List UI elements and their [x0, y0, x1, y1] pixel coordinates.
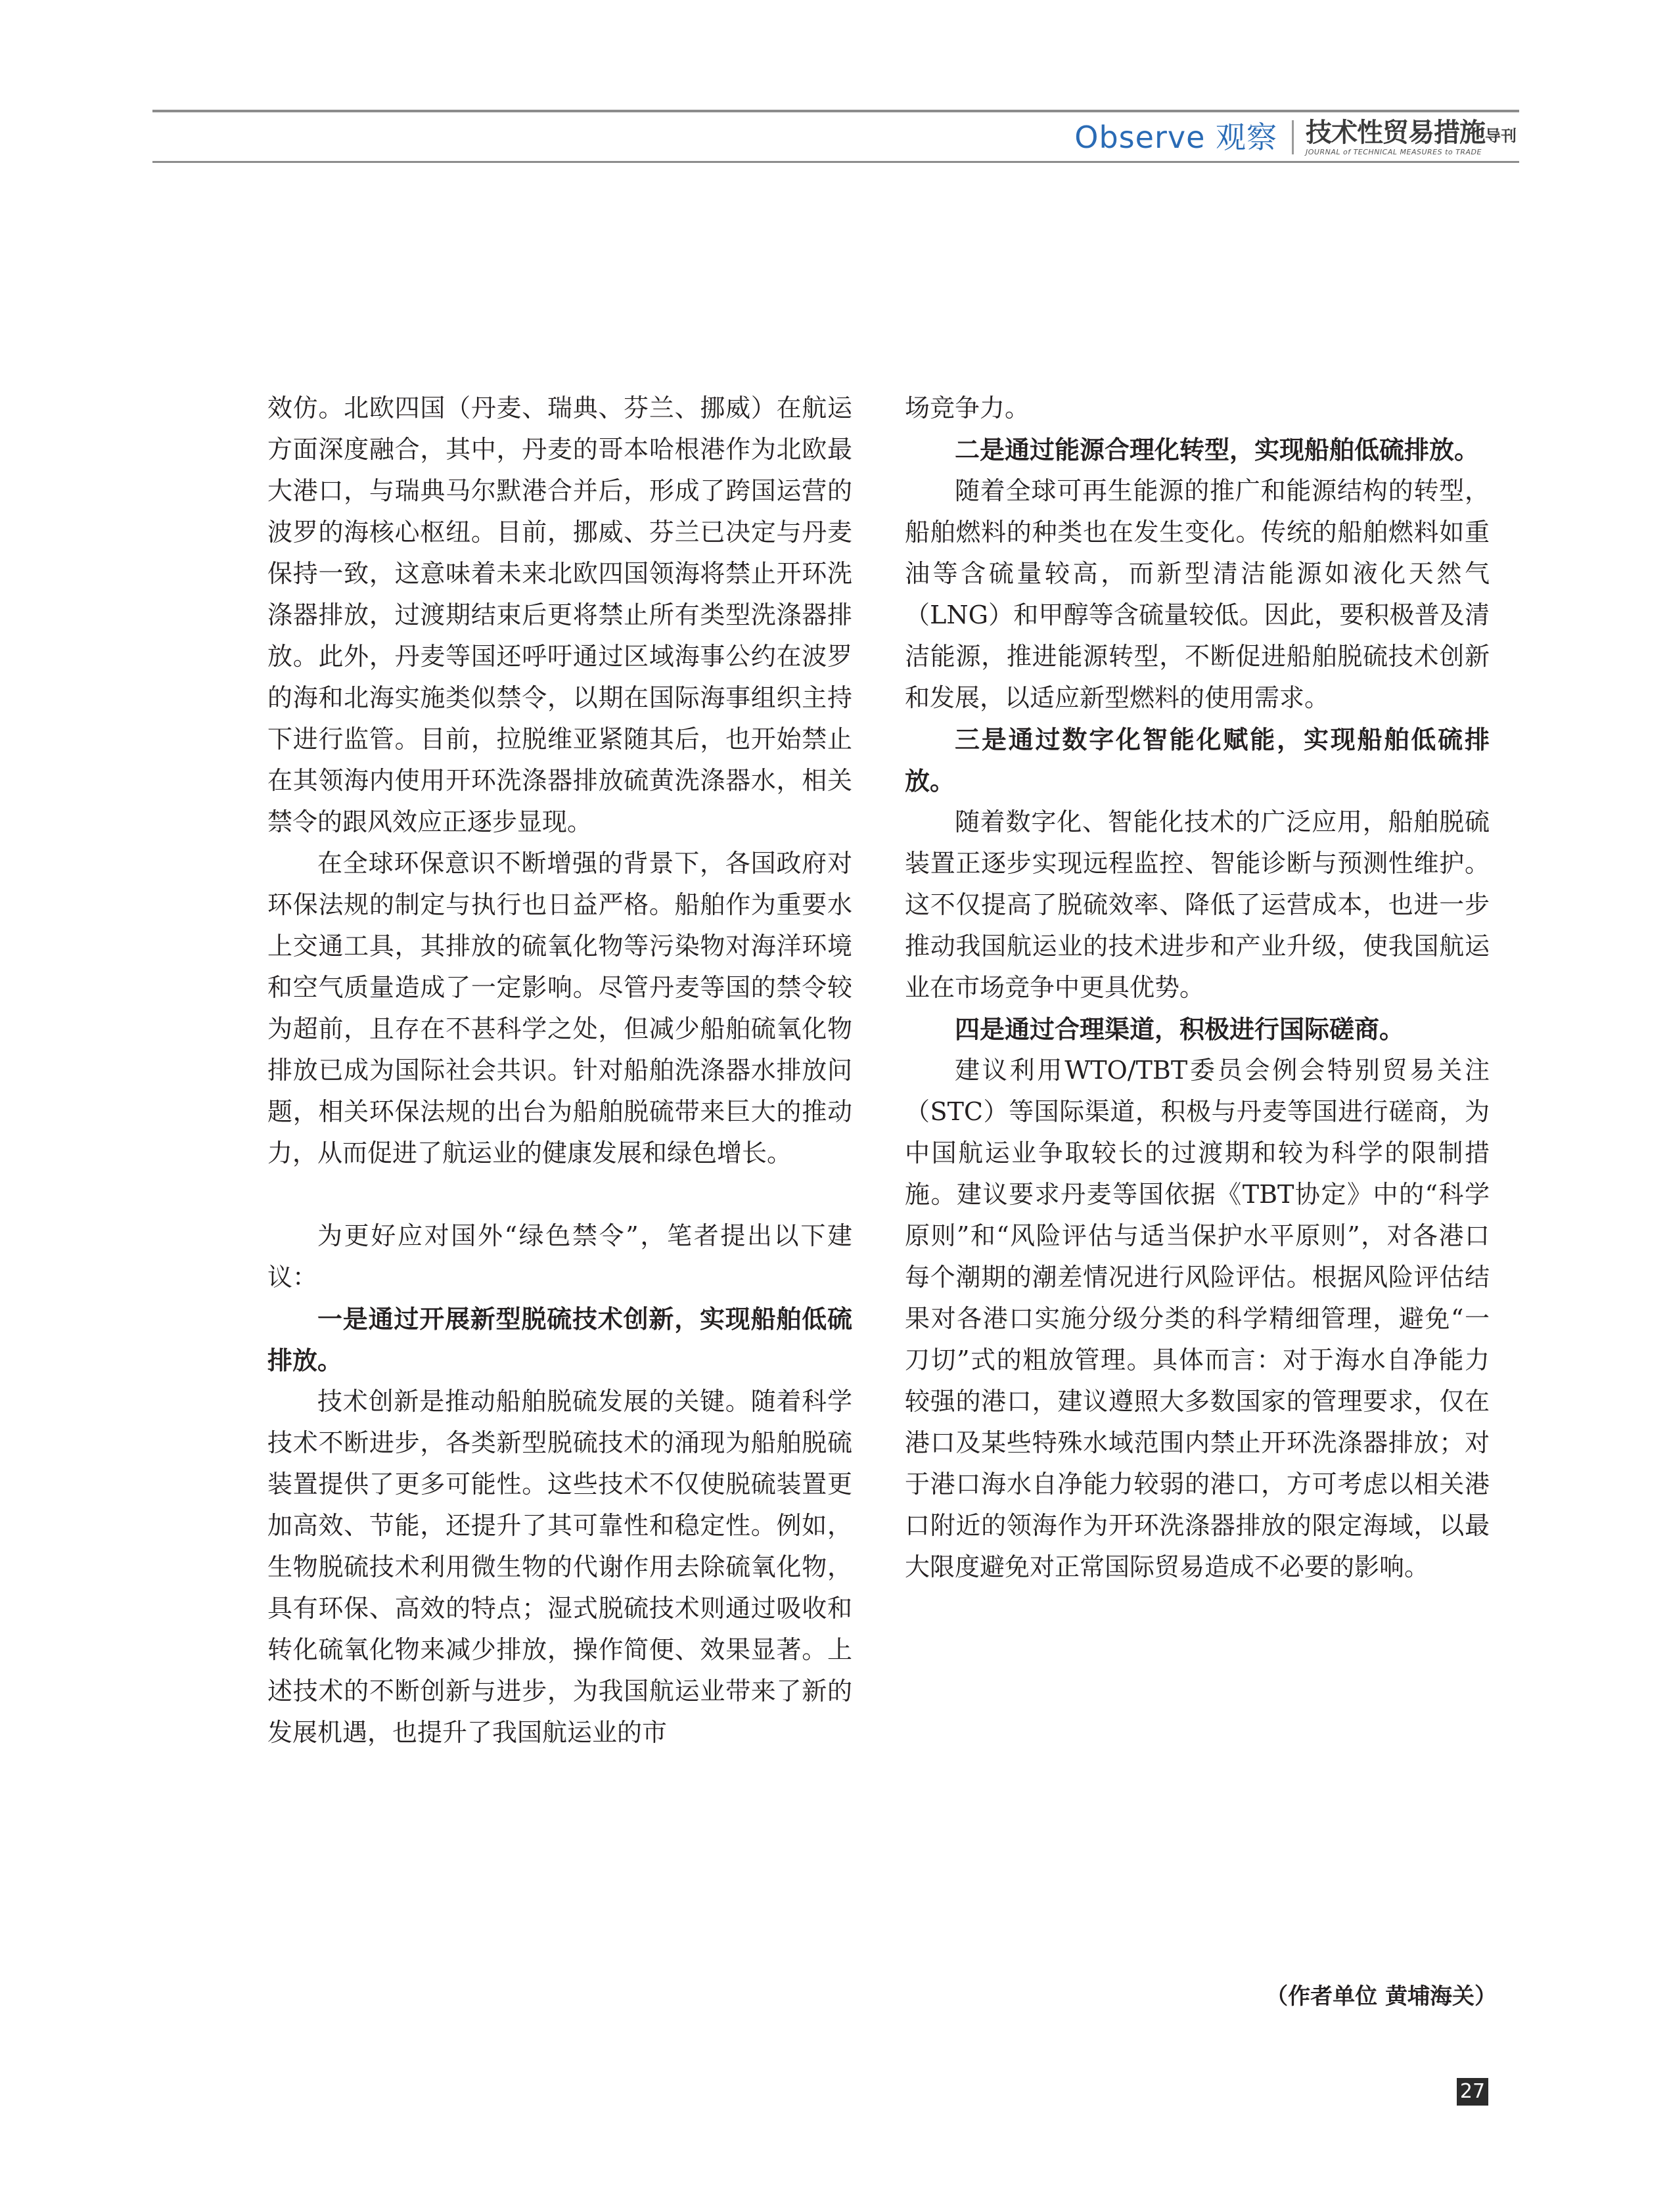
journal-logo [1306, 117, 1517, 156]
right-column [905, 388, 1490, 1588]
paragraph: 技术创新是推动船舶脱硫发展的关键。随着科学技术不断进步，各类新型脱硫技术的涌现为船舶脱硫装置提供了更多可能性。这些技术不仅使脱硫装置更加高效、节能，还提升了其可靠性和稳定性。例如，生物脱硫技术利用微生物的代谢作用去除硫氧化物，具有环保、高效的特点；湿式脱硫技术则通过吸收和转化硫氧化物来减少排放，操作简便、效果显著。上述技术的不断创新与进步，为我国航运业带来了新的发展机遇，也提升了我国航运业的市 [267, 1387, 852, 1747]
header-bottom-rule [152, 161, 1519, 163]
header-top-rule [152, 110, 1519, 112]
header-divider [1292, 120, 1294, 154]
journal-suffix: 导刊 [1485, 126, 1517, 145]
paragraph: 在全球环保意识不断增强的背景下，各国政府对环保法规的制定与执行也日益严格。船舶作为重要水上交通工具，其排放的硫氧化物等污染物对海洋环境和空气质量造成了一定影响。尽管丹麦等国的禁令较为超前，且存在不甚科学之处，但减少船舶硫氧化物排放已成为国际社会共识。针对船舶洗涤器水排放问题，相关环保法规的出台为船舶脱硫带来巨大的推动力，从而促进了航运业的健康发展和绿色增长。 [267, 849, 852, 1167]
left-column [267, 388, 852, 1753]
subheading: 二是通过能源合理化转型，实现船舶低硫排放。 [955, 435, 1480, 464]
paragraph: 为更好应对国外“绿色禁令”，笔者提出以下建议： [267, 1221, 852, 1292]
paragraph: 场竞争力。 [905, 394, 1030, 422]
paragraph-gap [267, 1174, 852, 1215]
subheading: 四是通过合理渠道，积极进行国际磋商。 [955, 1014, 1405, 1044]
journal-english-name: JOURNAL of TECHNICAL MEASURES to TRADE [1306, 147, 1482, 156]
author-affiliation: （作者单位 黄埔海关） [1266, 1983, 1497, 2010]
paragraph: 随着全球可再生能源的推广和能源结构的转型，船舶燃料的种类也在发生变化。传统的船舶燃料如重油等含硫量较高，而新型清洁能源如液化天然气（LNG）和甲醇等含硫量较低。因此，要积极普及清洁能源，推进能源转型，不断促进船舶脱硫技术创新和发展，以适应新型燃料的使用需求。 [905, 476, 1490, 712]
section-label: Observe 观察 [1074, 120, 1277, 155]
page-number: 27 [1457, 2078, 1488, 2106]
paragraph: 效仿。北欧四国（丹麦、瑞典、芬兰、挪威）在航运方面深度融合，其中，丹麦的哥本哈根港作为北欧最大港口，与瑞典马尔默港合并后，形成了跨国运营的波罗的海核心枢纽。目前，挪威、芬兰已决定与丹麦保持一致，这意味着未来北欧四国领海将禁止开环洗涤器排放，过渡期结束后更将禁止所有类型洗涤器排放。此外，丹麦等国还呼吁通过区域海事公约在波罗的海和北海实施类似禁令，以期在国际海事组织主持下进行监管。目前，拉脱维亚紧随其后，也开始禁止在其领海内使用开环洗涤器排放硫黄洗涤器水，相关禁令的跟风效应正逐步显现。 [267, 394, 852, 836]
running-header [1074, 117, 1517, 158]
subheading: 一是通过开展新型脱硫技术创新，实现船舶低硫排放。 [267, 1304, 852, 1375]
journal-name: 技术性贸易措施 [1306, 117, 1485, 148]
paragraph: 随着数字化、智能化技术的广泛应用，船舶脱硫装置正逐步实现远程监控、智能诊断与预测性维护。这不仅提高了脱硫效率、降低了运营成本，也进一步推动我国航运业的技术进步和产业升级，使我国航运业在市场竞争中更具优势。 [905, 807, 1490, 1002]
paragraph: 建议利用WTO/TBT委员会例会特别贸易关注（STC）等国际渠道，积极与丹麦等国进行磋商，为中国航运业争取较长的过渡期和较为科学的限制措施。建议要求丹麦等国依据《TBT协定》中的“科学原则”和“风险评估与适当保护水平原则”，对各港口每个潮期的潮差情况进行风险评估。根据风险评估结果对各港口实施分级分类的科学精细管理，避免“一刀切”式的粗放管理。具体而言：对于海水自净能力较强的港口，建议遵照大多数国家的管理要求，仅在港口及某些特殊水域范围内禁止开环洗涤器排放；对于港口海水自净能力较弱的港口，方可考虑以相关港口附近的领海作为开环洗涤器排放的限定海域，以最大限度避免对正常国际贸易造成不必要的影响。 [905, 1056, 1490, 1581]
subheading: 三是通过数字化智能化赋能，实现船舶低硫排放。 [905, 725, 1490, 796]
